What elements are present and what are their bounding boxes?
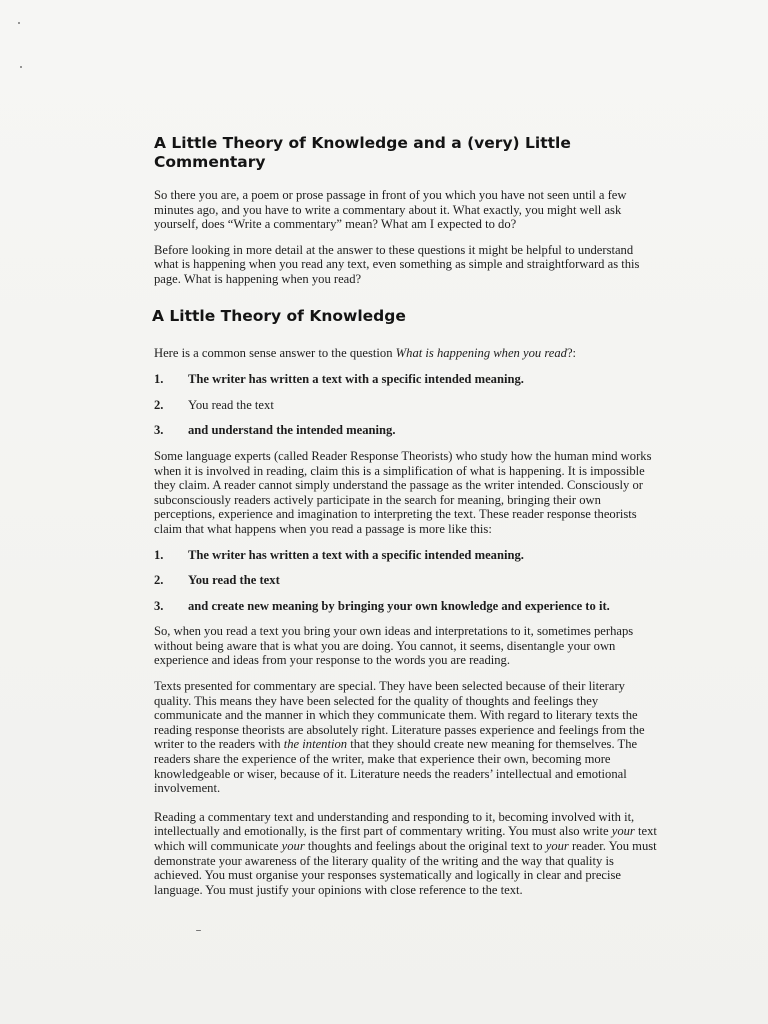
list-item: 2. You read the text <box>154 573 280 588</box>
intro-paragraph-1: So there you are, a poem or prose passage in front of you which you have not seen until a few minutes ago, and you have to write a commentary about it. What exactly, you might well ask yourself, does “Write a commentary” mean? What am I expected to do? <box>154 188 627 232</box>
theorists-paragraph: Some language experts (called Reader Response Theorists) who study how the human mind works when it is involved in reading, claim this is a simplification of what is happening. It is impossible they claim. A reader cannot simply understand the passage as the writer intended. Consciously or subconsciously readers actively participate in the search for meaning, bringing their own perceptions, experience and imagination to interpreting the text. These reader response theorists claim that what happens when you read a passage is more like this: <box>154 448 652 536</box>
numbered-list-2 <box>154 548 658 614</box>
list-item: 2. You read the text <box>154 397 274 412</box>
list-item: 1. The writer has written a text with a specific intended meaning. <box>154 547 524 562</box>
document-body <box>146 134 658 908</box>
scan-speck <box>196 930 201 931</box>
list-item: 3. and create new meaning by bringing your own knowledge and experience to it. <box>154 598 610 613</box>
paragraph-final: Reading a commentary text and understanding and responding to it, becoming involved with it, intellectually and emotionally, is the first part of commentary writing. You must also write your text which will communicate your thoughts and feelings about the original text to your reader. You must demonstrate your awareness of the literary quality of the writing and the way that quality is achieved. You must organise your responses systematically and logically in clear and precise language. You must justify your opinions with close reference to the text. <box>154 809 657 897</box>
list-item: 3. and understand the intended meaning. <box>154 423 396 438</box>
scan-speck <box>18 22 20 24</box>
numbered-list-1 <box>154 372 658 438</box>
paragraph-bring-ideas: So, when you read a text you bring your own ideas and interpretations to it, sometimes perhaps without being aware that is what you are doing. You cannot, it seems, disentangle your own experience and ideas from your response to the words you are reading. <box>154 624 634 668</box>
common-sense-intro: Here is a common sense answer to the question What is happening when you read?: <box>154 345 577 360</box>
intro-paragraph-2: Before looking in more detail at the answer to these questions it might be helpful to understand what is happening when you read any text, even something as simple and straightforward as this page. What is happening when you read? <box>154 242 640 286</box>
list-item: 1. The writer has written a text with a specific intended meaning. <box>154 372 524 387</box>
paragraph-special-texts: Texts presented for commentary are special. They have been selected because of their literary quality. This means they have been selected for the quality of thoughts and feelings they communicate and the manner in which they communicate them. With regard to literary texts the reading response theorists are absolutely right. Literature passes experience and feelings from the writer to the readers with the intention that they should create new meaning for themselves. The readers share the experience of the writer, make that experience their own, becoming more knowledgeable or wiser, because of it. Literature needs the readers’ intellectual and emotional involvement. <box>154 679 645 796</box>
section-heading: A Little Theory of Knowledge <box>152 306 406 325</box>
document-title: A Little Theory of Knowledge and a (very) Little Commentary <box>154 134 571 171</box>
scan-speck <box>20 66 22 68</box>
